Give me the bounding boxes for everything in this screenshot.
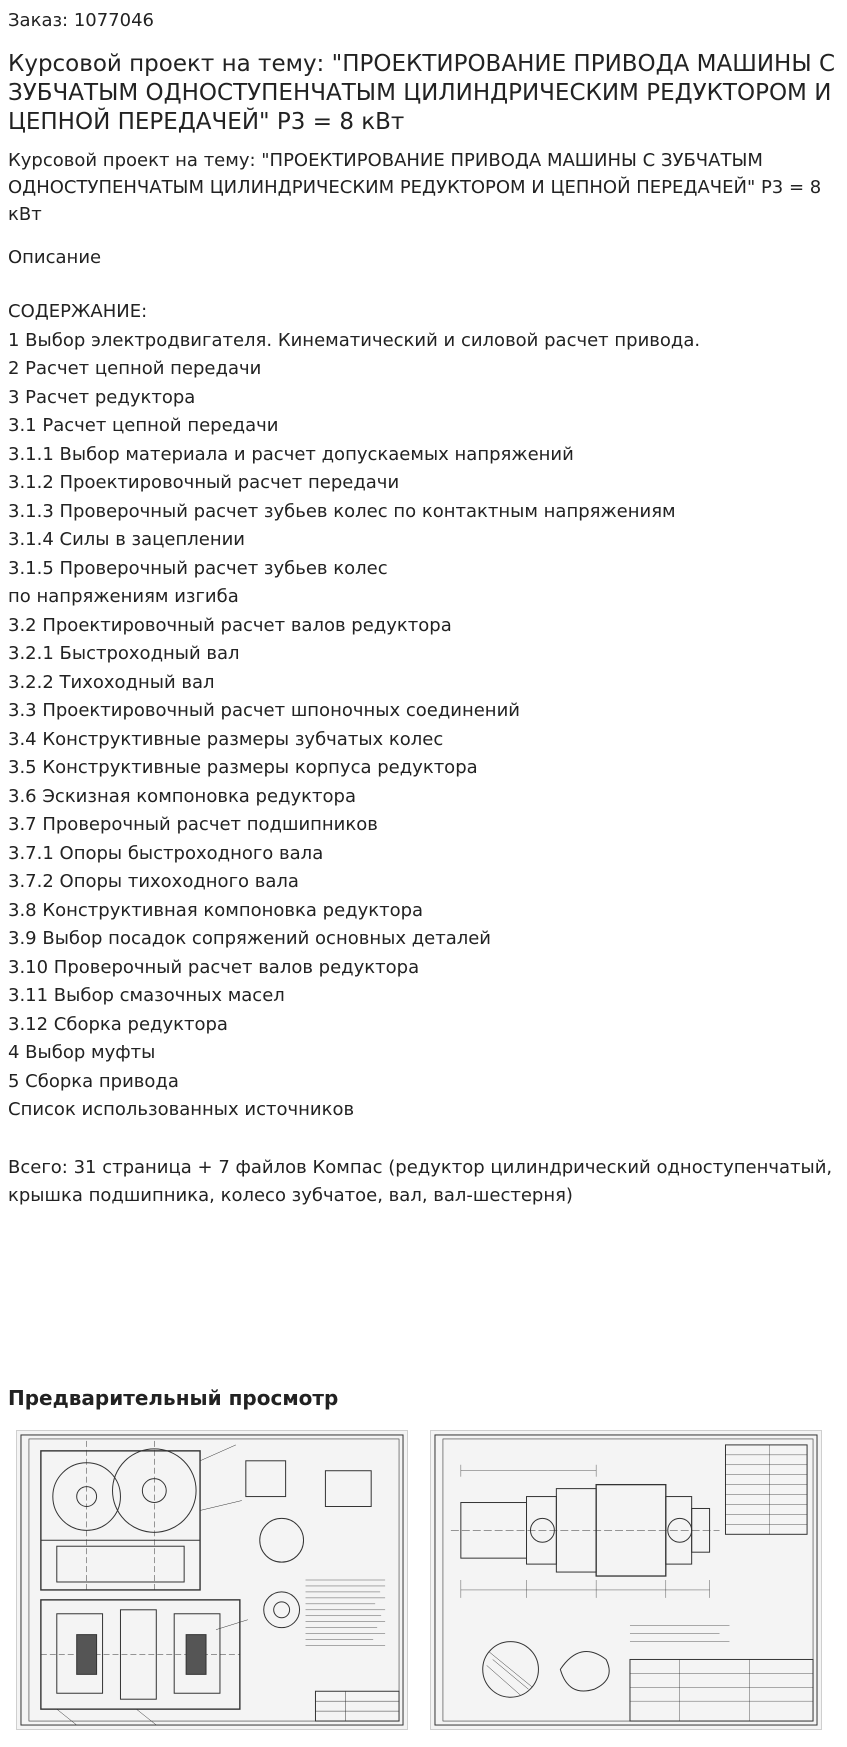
toc-item: 3.6 Эскизная компоновка редуктора xyxy=(8,785,356,807)
toc-item: 3.2 Проектировочный расчет валов редуктора xyxy=(8,614,452,636)
toc-item: 3.12 Сборка редуктора xyxy=(8,1013,228,1035)
toc-heading: СОДЕРЖАНИЕ: xyxy=(8,301,148,322)
drawing-assembly xyxy=(17,1431,407,1729)
toc-item: 1 Выбор электродвигателя. Кинематический и силовой расчет привода. xyxy=(8,329,701,351)
toc-item: 4 Выбор муфты xyxy=(8,1042,156,1063)
toc-item: 3.1.5 Проверочный расчет зубьев колес xyxy=(8,557,388,579)
toc-item: 2 Расчет цепной передачи xyxy=(8,358,262,379)
toc-item: 3 Расчет редуктора xyxy=(8,386,196,408)
preview-thumbnails xyxy=(8,1430,839,1730)
summary-text: Всего: 31 страница + 7 файлов Компас (редуктор цилиндрический одноступенчатый, крышка подшипника, колесо зубчатое, вал, вал-шестерня) xyxy=(8,1156,833,1206)
toc-item: 3.7 Проверочный расчет подшипников xyxy=(8,814,378,835)
toc-item: 3.7.1 Опоры быстроходного вала xyxy=(8,842,324,864)
description-label: Описание xyxy=(8,247,102,268)
toc-item: 3.1.2 Проектировочный расчет передачи xyxy=(8,472,400,493)
toc-list xyxy=(8,327,839,1125)
toc-item: 3.9 Выбор посадок сопряжений основных деталей xyxy=(8,928,492,949)
preview-heading: Предварительный просмотр xyxy=(8,1386,339,1410)
drawing-shaft xyxy=(431,1431,821,1729)
toc-item: 3.2.1 Быстроходный вал xyxy=(8,643,240,664)
toc-item: 3.1.3 Проверочный расчет зубьев колес по контактным напряжениям xyxy=(8,500,676,522)
page-title: Курсовой проект на тему: "ПРОЕКТИРОВАНИЕ ПРИВОДА МАШИНЫ С ЗУБЧАТЫМ ОДНОСТУПЕНЧАТЫМ ЦИЛИНДРИЧЕСКИМ РЕДУКТОРОМ И ЦЕПНОЙ ПЕРЕДАЧЕЙ" Р3 = 8 кВт xyxy=(8,51,836,135)
toc-item: 5 Сборка привода xyxy=(8,1070,179,1092)
toc-item: 3.1.1 Выбор материала и расчет допускаемых напряжений xyxy=(8,443,574,465)
toc-item: Список использованных источников xyxy=(8,1099,355,1120)
toc-item: 3.1.4 Силы в зацеплении xyxy=(8,529,245,550)
order-number: Заказ: 1077046 xyxy=(8,10,154,31)
table-of-contents xyxy=(8,298,839,1125)
toc-item: по напряжениям изгиба xyxy=(8,586,239,607)
toc-item: 3.8 Конструктивная компоновка редуктора xyxy=(8,899,424,921)
toc-item: 3.2.2 Тихоходный вал xyxy=(8,671,215,693)
toc-item: 3.11 Выбор смазочных масел xyxy=(8,985,285,1006)
toc-item: 3.1 Расчет цепной передачи xyxy=(8,415,279,436)
page-subtitle: Курсовой проект на тему: "ПРОЕКТИРОВАНИЕ ПРИВОДА МАШИНЫ С ЗУБЧАТЫМ ОДНОСТУПЕНЧАТЫМ ЦИЛИНДРИЧЕСКИМ РЕДУКТОРОМ И ЦЕПНОЙ ПЕРЕДАЧЕЙ" Р3 = 8 кВт xyxy=(8,150,822,225)
toc-item: 3.5 Конструктивные размеры корпуса редуктора xyxy=(8,757,478,778)
toc-item: 3.7.2 Опоры тихоходного вала xyxy=(8,871,299,892)
toc-item: 3.4 Конструктивные размеры зубчатых колес xyxy=(8,728,444,750)
preview-image-assembly[interactable] xyxy=(16,1430,408,1730)
toc-item: 3.3 Проектировочный расчет шпоночных соединений xyxy=(8,700,520,721)
preview-image-shaft[interactable] xyxy=(430,1430,822,1730)
toc-item: 3.10 Проверочный расчет валов редуктора xyxy=(8,956,420,978)
